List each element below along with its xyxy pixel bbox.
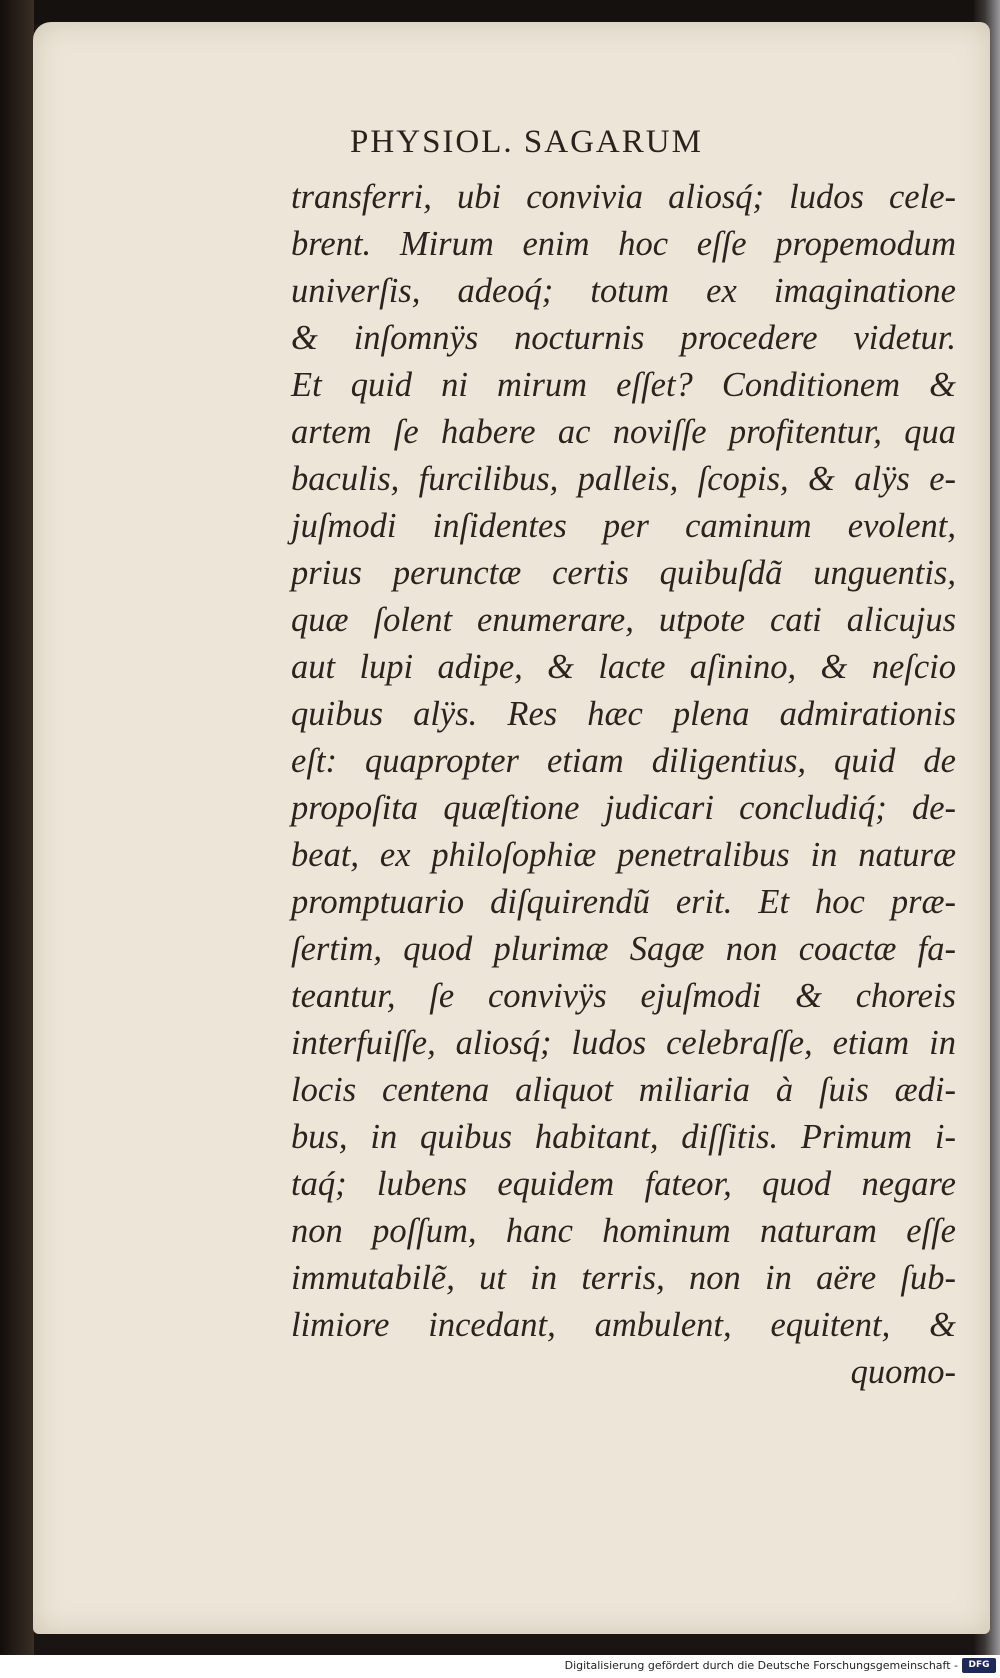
text-line: juſmodi inſidentes per caminum evolent,: [291, 507, 956, 545]
text-line: immutabilẽ, ut in terris, non in aëre ſub-: [291, 1259, 956, 1297]
text-line: bus, in quibus habitant, diſſitis. Primum i-: [291, 1118, 956, 1156]
text-line: taq́; lubens equidem fateor, quod negare: [291, 1165, 956, 1203]
text-line: transferri, ubi convivia aliosq́; ludos cele-: [291, 178, 956, 216]
text-line: quibus alÿs. Res hæc plena admirationis: [291, 695, 956, 733]
text-line: locis centena aliquot miliaria à ſuis ædi-: [291, 1071, 956, 1109]
text-line: beat, ex philoſophiæ penetralibus in naturæ: [291, 836, 956, 874]
dfg-logo: DFG: [962, 1658, 996, 1673]
text-line: interfuiſſe, aliosq́; ludos celebraſſe, etiam in: [291, 1024, 956, 1062]
left-binding-edge: [0, 0, 34, 1655]
text-line: univerſis, adeoq́; totum ex imaginatione: [291, 272, 956, 310]
text-line: propoſita quæſtione judicari concludiq́; de-: [291, 789, 956, 827]
book-page: [33, 22, 990, 1634]
text-line: baculis, furcilibus, palleis, ſcopis, & alÿs e-: [291, 460, 956, 498]
digitization-footer: [0, 1655, 1000, 1678]
funding-credit: Digitalisierung gefördert durch die Deutsche Forschungsgemeinschaft -: [564, 1659, 958, 1672]
text-line: Et quid ni mirum eſſet? Conditionem &: [291, 366, 956, 404]
page-body-text: [291, 174, 956, 1396]
text-line: quæ ſolent enumerare, utpote cati alicujus: [291, 601, 956, 639]
text-line: prius perunctæ certis quibuſdã unguentis,: [291, 554, 956, 592]
text-line: aut lupi adipe, & lacte aſinino, & neſcio: [291, 648, 956, 686]
text-line: ſertim, quod plurimæ Sagæ non coactæ fa-: [291, 930, 956, 968]
text-line: teantur, ſe convivÿs ejuſmodi & choreis: [291, 977, 956, 1015]
catchword: quomo-: [850, 1353, 956, 1391]
text-line: & inſomnÿs nocturnis procedere videtur.: [291, 319, 956, 357]
text-line: artem ſe habere ac noviſſe profitentur, qua: [291, 413, 956, 451]
text-line: brent. Mirum enim hoc eſſe propemodum: [291, 225, 956, 263]
text-line: non poſſum, hanc hominum naturam eſſe: [291, 1212, 956, 1250]
top-edge: [0, 0, 1000, 24]
running-head: PHYSIOL. SAGARUM: [350, 124, 703, 160]
text-line: eſt: quapropter etiam diligentius, quid de: [291, 742, 956, 780]
text-line: promptuario diſquirendũ erit. Et hoc præ-: [291, 883, 956, 921]
text-line: limiore incedant, ambulent, equitent, &: [291, 1306, 956, 1344]
